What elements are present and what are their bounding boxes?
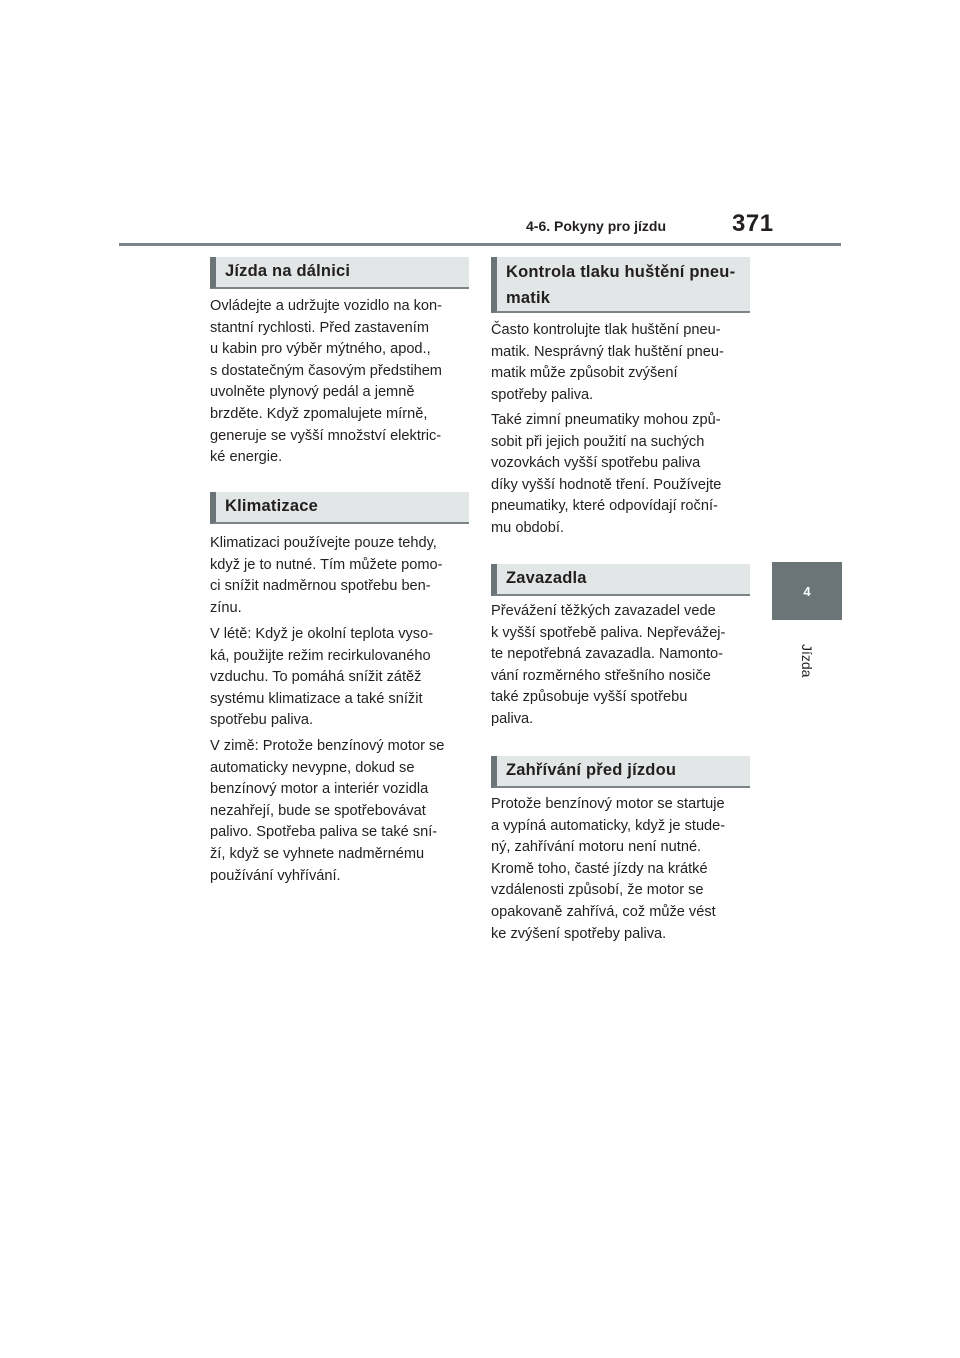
text-line: vzduchu. To pomáhá snížit zátěž — [210, 669, 422, 686]
text-line: paliva. — [491, 710, 534, 727]
text-line: u kabin pro výběr mýtného, apod., — [210, 341, 431, 358]
section-title: 4-6. Pokyny pro jízdu — [526, 218, 667, 234]
text-line: vání rozměrného střešního nosiče — [491, 667, 711, 684]
paragraph-luggage — [491, 601, 725, 731]
text-line: s dostatečným časovým předstihem — [210, 362, 442, 379]
heading-warmup-text: Zahřívání před jízdou — [506, 761, 677, 779]
text-line: když je to nutné. Tím můžete pomo- — [210, 556, 443, 573]
text-line: sobit při jejich použití na suchých — [491, 433, 705, 450]
text-line: opakovaně zahřívá, což může vést — [491, 903, 716, 920]
text-line: generuje se vyšší množství elektric- — [210, 427, 442, 444]
chapter-number: 4 — [803, 584, 811, 599]
text-line: Ovládejte a udržujte vozidlo na kon- — [210, 298, 443, 314]
text-line: brzděte. Když zpomalujete mírně, — [210, 405, 428, 422]
heading-highway — [210, 257, 469, 289]
chapter-tab — [772, 562, 842, 620]
text-line: uvolněte plynový pedál a jemně — [210, 384, 415, 401]
text-line: Kromě toho, časté jízdy na krátké — [491, 860, 708, 877]
heading-luggage-text: Zavazadla — [506, 569, 587, 587]
heading-warmup — [491, 756, 750, 788]
paragraph-highway — [210, 296, 442, 469]
text-line: zínu. — [210, 599, 242, 616]
heading-luggage — [491, 564, 750, 596]
text-line: ný, zahřívání motoru není nutné. — [491, 839, 702, 856]
paragraph-tire-1 — [491, 320, 724, 406]
text-line: benzínový motor a interiér vozidla — [210, 781, 429, 798]
text-line: vozovkách vyšší spotřebu paliva — [491, 455, 701, 472]
chapter-label: Jízda — [799, 644, 815, 678]
text-line: k vyšší spotřebě paliva. Nepřevážej- — [491, 624, 726, 641]
text-line: vzdálenosti způsobí, že motor se — [491, 882, 704, 899]
heading-line: Kontrola tlaku huštění pneu- — [506, 263, 736, 281]
text-line: ká, použijte režim recirkulovaného — [210, 647, 431, 664]
heading-climate — [210, 492, 469, 524]
text-line: Často kontrolujte tlak huštění pneu- — [491, 322, 721, 338]
text-line: ží, když se vyhnete nadměrnému — [210, 845, 425, 862]
paragraph-climate-2 — [210, 624, 433, 732]
heading-line: matik — [506, 289, 551, 307]
text-line: Protože benzínový motor se startuje — [491, 796, 725, 812]
page-number: 371 — [732, 210, 774, 237]
text-line: Převážení těžkých zavazadel vede — [491, 603, 716, 619]
text-line: nezahřejí, bude se spotřebovávat — [210, 802, 426, 819]
text-line: pneumatiky, které odpovídají roční- — [491, 498, 718, 515]
paragraph-tire-2 — [491, 410, 721, 540]
text-line: také způsobuje vyšší spotřebu — [491, 689, 688, 706]
text-line: používání vyhřívání. — [210, 867, 341, 884]
heading-tire-pressure — [491, 257, 750, 313]
text-line: Také zimní pneumatiky mohou způ- — [491, 412, 721, 428]
text-line: mu období. — [491, 519, 565, 536]
heading-climate-text: Klimatizace — [225, 497, 318, 515]
text-line: matik může způsobit zvýšení — [491, 365, 678, 382]
text-line: automaticky nevypne, dokud se — [210, 759, 415, 776]
text-line: díky vyšší hodnotě tření. Používejte — [491, 476, 722, 493]
text-line: ci snížit nadměrnou spotřebu ben- — [210, 578, 431, 595]
text-line: palivo. Spotřeba paliva se také sní- — [210, 824, 438, 841]
text-line: ké energie. — [210, 449, 283, 466]
header-divider — [119, 243, 841, 246]
text-line: systému klimatizace a také snížit — [210, 690, 423, 707]
text-line: V létě: Když je okolní teplota vyso- — [210, 626, 434, 642]
text-line: Klimatizaci používejte pouze tehdy, — [210, 535, 437, 551]
text-line: V zimě: Protože benzínový motor se — [210, 738, 445, 754]
text-line: spotřebu paliva. — [210, 712, 314, 729]
text-line: stantní rychlosti. Před zastavením — [210, 319, 429, 336]
text-line: te nepotřebná zavazadla. Namonto- — [491, 646, 724, 663]
text-line: spotřeby paliva. — [491, 386, 594, 403]
paragraph-climate-3 — [210, 736, 444, 887]
text-line: ke zvýšení spotřeby paliva. — [491, 925, 667, 942]
heading-highway-text: Jízda na dálnici — [225, 262, 351, 280]
paragraph-climate-1 — [210, 533, 443, 619]
text-line: a vypíná automaticky, když je stude- — [491, 817, 726, 834]
text-line: matik. Nesprávný tlak huštění pneu- — [491, 343, 724, 360]
paragraph-warmup — [491, 794, 725, 945]
